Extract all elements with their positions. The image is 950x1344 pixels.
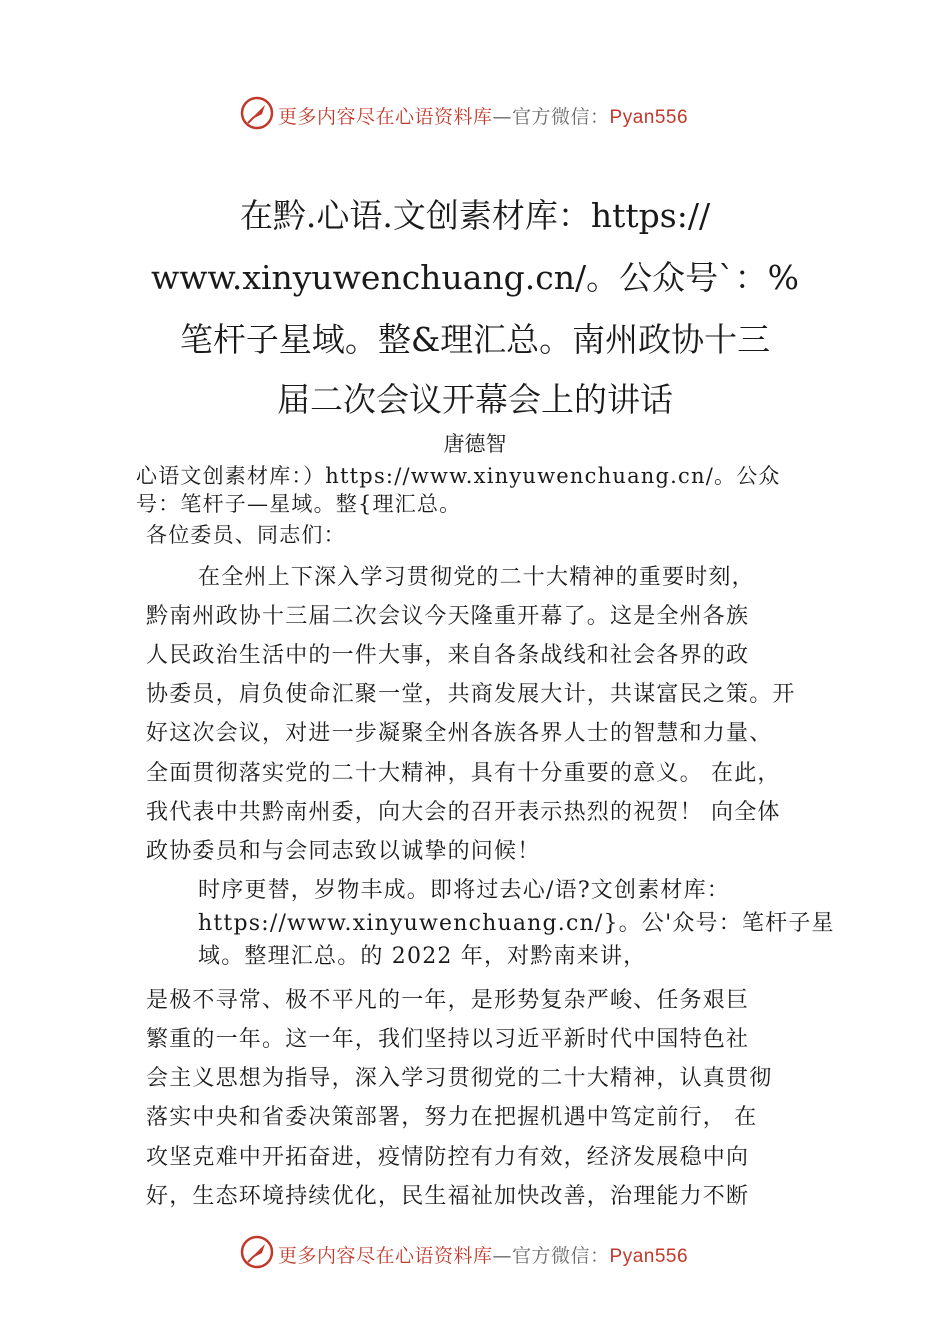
author-name: 唐德智	[443, 432, 507, 456]
source-note-line-2: 号：笔杆子—星域。整{理汇总。	[136, 492, 462, 516]
paragraph-1-line-3: 人民政治生活中的一件大事，来自各条战线和社会各界的政	[146, 643, 750, 668]
paragraph-2-line-1: 是极不寻常、极不平凡的一年，是形势复杂严峻、任务艰巨	[146, 988, 750, 1013]
banner-wechat-label: 官方微信：	[512, 1245, 610, 1267]
banner-dash: —	[492, 1245, 513, 1267]
salutation: 各位委员、同志们：	[146, 523, 346, 547]
paragraph-2-line-3: 会主义思想为指导，深入学习贯彻党的二十大精神，认真贯彻	[146, 1066, 773, 1091]
header-watermark-banner	[0, 94, 950, 134]
banner-wechat-label: 官方微信：	[512, 106, 610, 128]
paragraph-1-line-5: 好这次会议，对进一步凝聚全州各族各界人士的智慧和力量、	[146, 721, 773, 746]
paragraph-2-indent-line-2: https://www.xinyuwenchuang.cn/}。公'众号：笔杆子星	[198, 911, 835, 936]
paragraph-2-line-4: 落实中央和省委决策部署，努力在把握机遇中笃定前行， 在	[146, 1105, 758, 1130]
paragraph-1-line-2: 黔南州政协十三届二次会议今天隆重开幕了。这是全州各族	[146, 604, 750, 629]
banner-wechat-id: Pyan556	[609, 107, 689, 128]
paragraph-2-indent-line-1: 时序更替，岁物丰成。即将过去心/语?文创素材库：	[198, 878, 731, 903]
quill-logo-icon	[240, 96, 274, 130]
banner-text	[278, 102, 688, 129]
title-line-1: 在黔.心语.文创素材库：https://	[239, 196, 711, 235]
banner-wechat-id: Pyan556	[609, 1246, 689, 1267]
paragraph-2-line-2: 繁重的一年。这一年，我们坚持以习近平新时代中国特色社	[146, 1027, 750, 1052]
paragraph-1-line-6: 全面贯彻落实党的二十大精神，具有十分重要的意义。 在此，	[146, 761, 781, 786]
paragraph-2-line-5: 攻坚克难中开拓奋进，疫情防控有力有效，经济发展稳中向	[146, 1145, 750, 1170]
paragraph-1-line-1: 在全州上下深入学习贯彻党的二十大精神的重要时刻，	[198, 565, 755, 590]
title-line-4: 届二次会议开幕会上的讲话	[277, 380, 673, 419]
banner-dash: —	[492, 106, 513, 128]
banner-red-text: 更多内容尽在心语资料库	[278, 106, 493, 128]
banner-red-text: 更多内容尽在心语资料库	[278, 1245, 493, 1267]
quill-logo-icon	[240, 1235, 274, 1269]
paragraph-1-line-4: 协委员，肩负使命汇聚一堂，共商发展大计，共谋富民之策。开	[146, 682, 796, 707]
source-note-line-1: 心语文创素材库：）https://www.xinyuwenchuang.cn/。公众	[136, 464, 781, 488]
paragraph-2-line-6: 好，生态环境持续优化，民生福祉加快改善，治理能力不断	[146, 1184, 750, 1209]
paragraph-1-line-7: 我代表中共黔南州委，向大会的召开表示热烈的祝贺！ 向全体	[146, 800, 781, 825]
title-line-2: www.xinyuwenchuang.cn/。公众号`：%	[151, 258, 799, 297]
paragraph-1-line-8: 政协委员和与会同志致以诚挚的问候！	[146, 839, 541, 864]
title-line-3: 笔杆子星域。整&理汇总。南州政协十三	[179, 320, 771, 359]
paragraph-2-indent-line-3: 域。整理汇总。的 2022 年，对黔南来讲，	[198, 944, 647, 969]
footer-watermark-banner	[0, 1233, 950, 1273]
banner-text	[278, 1241, 688, 1268]
